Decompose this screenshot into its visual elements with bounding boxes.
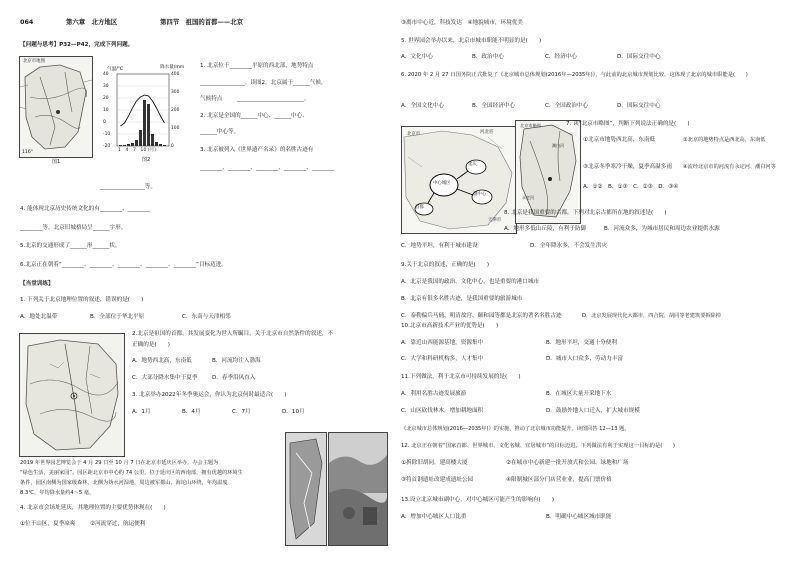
fig1-longitude-label: 116°	[22, 150, 34, 155]
r9-option-a: A．北京是我国的政治、文化中心，也是重要的港口城市	[401, 279, 540, 285]
r7-statement: ③北京冬季寒冷干燥，夏季高温多雨	[583, 164, 672, 170]
beijing-map-figure	[19, 56, 93, 158]
r9-option-b: B．北京有很多名胜古迹，是我国重要的旅游城市	[401, 296, 523, 302]
r8-option: A．地形多低山丘陵，有利于防御	[504, 226, 587, 232]
r8-question: 8. 北京是我国重要的古都，下列对北京古都所在地的叙述是( )	[504, 210, 667, 216]
page-number: 064	[20, 18, 34, 26]
mc2-option-d: D．春季沿风直入	[212, 375, 256, 381]
r5-option: B．政治中心	[472, 54, 504, 60]
news-line1: 2019 年世界园艺博览会于 4 月 29 日至 10 月 7 日在北京市延庆区举办。办会主题为	[20, 460, 219, 466]
r7-caption: 7. 读“北京市略图”，判断下列说法正确的是( )	[566, 121, 690, 127]
r12-option: ①拆除旧胡同，建高楼大厦	[401, 460, 468, 466]
beijing-sketch-map	[515, 120, 581, 224]
r12-question: 12. 北京正在朝着“国家首都、世界城市、文化名城、宜居城市”的目标迈进。下列做法有利于实现这一目标的是( )	[401, 443, 675, 449]
mc3-option: B．4月	[182, 409, 201, 415]
mc2-option-c: C．大部分降水集中于夏季	[132, 375, 198, 381]
mc1-question: 1. 下列关于北京地理位置的叙述，错误的是( )	[20, 297, 144, 303]
fig1-map-title: 北京市地图	[23, 59, 45, 64]
r10-option: C．大学和科研机构多，人才集中	[401, 356, 484, 362]
practice-heading: 【当堂训练】	[20, 281, 54, 287]
mc3-option: C．7月	[232, 409, 251, 415]
r11-option: D．鼓励外地人口迁入，扩大城市规模	[546, 408, 640, 414]
mc3-option: A．1月	[132, 409, 151, 415]
q3-line2: ________、________、________、________、________	[200, 165, 335, 171]
r12-option: ③将首钢遗址改建成遗址公园	[401, 477, 474, 483]
q1-line2: ________________。读图2，北京属于______气候，	[200, 80, 327, 86]
q1-line3: 气候特点	[200, 96, 223, 102]
fig2-temp-axis-label: 气温/℃	[107, 67, 123, 72]
q3-line3: ________________等。	[100, 184, 156, 190]
precip-tick: 100	[171, 126, 180, 131]
mc3-question: 3. 北京举办2022年冬季奥运会，你认为北京何时最适合( )	[132, 392, 287, 398]
r6-option: C．全国政治中心	[545, 103, 589, 109]
r13-option: B．明确中心城区城市职能	[546, 514, 612, 520]
r5-option: C．经济中心	[545, 54, 577, 60]
r10-option: B．地形平坦，交通十分便利	[546, 340, 617, 346]
r8-option: B．河流众多，为城市居民和周边农业提供水源	[604, 226, 720, 232]
precip-tick: 400	[171, 72, 180, 77]
r11-option: B．在城区大量开采地下水	[546, 391, 612, 397]
r7-options: A．①② B．①③ C．②③ D．③④	[583, 184, 679, 190]
r9-option-c: C．泰勒偏兵马俑、明清故宫、颐和园等都是北京的著名名胜古迹	[401, 313, 562, 319]
r10-question: 10.北京市高新技术产业的优势是( )	[401, 323, 499, 329]
r10-option: D．城市人口众多，劳动力丰富	[546, 356, 624, 362]
mc4-question: 4. 北京市会场址延庆，其地理位置的主要优势体现在( )	[20, 505, 166, 511]
diagram-label: 中心城区	[433, 181, 451, 186]
r11-option: A．利用名胜古迹发展旅游	[401, 391, 467, 397]
sketch-map-title: 北京市略图	[520, 123, 541, 128]
mc2-option-b: B．河流均注入渤海	[212, 358, 261, 364]
r9-question: 9.关于北京的叙述，正确的是( )	[401, 262, 490, 268]
r10-option: A．靠近山西能源基地，资源集中	[401, 340, 484, 346]
precip-tick: 300	[171, 90, 180, 95]
r11-option: C．山区砍伐林木，增加耕地面积	[401, 408, 484, 414]
temp-tick: 10	[103, 108, 109, 113]
question-heading: 【问题与思考】P32—P42，完成下列问题。	[20, 42, 134, 48]
r5-option: D．国际交往中心	[617, 54, 661, 60]
mc1-option: C．东南与天津相邻	[182, 314, 231, 320]
diagram-label: 河北省	[480, 130, 494, 135]
r6-option: D．国际交往中心	[617, 103, 661, 109]
r12-option: ②在城市中心新建一批开放式和公园、绿地和广场	[506, 460, 629, 466]
r13-question: 13.设立北京城市副中心，对中心城区可能产生的影响有( )	[401, 497, 555, 503]
section-title: 第四节 祖国的首都——北京	[160, 18, 244, 26]
temp-tick: 40	[103, 72, 109, 77]
r13-option: A．增加中心城区人口比重	[401, 514, 467, 520]
sketch-map-river: 潮白河	[552, 143, 564, 148]
q1-line1: 1. 北京位于________平原的西北部，地势特点	[200, 63, 314, 69]
q1-line4: ________________________。	[237, 96, 310, 102]
mc2-question-line2: 正确的是( )	[132, 342, 170, 348]
r5-question: 5. 世界园会举办以来，北京市城市职能不明显的是( )	[401, 38, 542, 44]
fig2-caption: 图2	[142, 157, 151, 163]
r7-statement: ①北京市地势西北高，东南低	[583, 137, 656, 143]
news-line4: 8.3℃，年均降水量约4～5 毫。	[20, 490, 95, 496]
temp-tick: 0	[103, 120, 106, 125]
mc1-option: B．全部位于华北平原	[90, 314, 145, 320]
expo-map-figure	[285, 432, 327, 546]
mc1-option: A．地处北温带	[20, 314, 58, 320]
temp-tick: 30	[103, 84, 109, 89]
r6-question: 6. 2020 年 2 月 27 日国务院正式批复了《北京城市总体规划(2016年—2035年)》，与此前的北京城市规划比较，这体现了北京的城市职能是( )	[401, 72, 748, 78]
r8-option: D．全年降水多，不会发生洪灾	[530, 243, 608, 249]
temp-tick: 20	[103, 96, 109, 101]
q3-line1: 3. 北京被列入《世界遗产名录》的名胜古迹有	[200, 147, 314, 153]
q2-line2: ______中心等。	[200, 129, 240, 135]
r8-option: C．地势平坦，有利于城市建设	[401, 243, 478, 249]
r9-option-d: D．北京发展现代化大都市，四合院、胡同等老建筑要拆除掉	[582, 313, 721, 319]
diagram-label: 延庆	[468, 162, 477, 167]
r7-statement: ②北京的地势特点是西北高，东南低	[683, 137, 766, 143]
diagram-label: 首都	[415, 205, 424, 210]
expo-photo	[328, 432, 388, 546]
q5: 5.北京的交通形成了______形______状。	[20, 243, 121, 249]
fig2-month-ticks: 1 4 7 10 (月)	[118, 148, 157, 153]
chapter-title: 第六章 北方地区	[66, 18, 118, 26]
news-line2: “绿色生活，美丽家园”。园区距北京市中心约 74 公里，位于延庆区的西南部，拥有优越的环境生	[20, 470, 243, 476]
temp-tick: -10	[103, 132, 111, 137]
r5-option: A．文化中心	[401, 54, 433, 60]
r12-option: ④限制城区部分门店营业业，提高门票价格	[506, 477, 612, 483]
mc2-question-line1: 2.北京是祖国的首都，其发展变化为世人所瞩目，关于北京市自然条件的叙述，不	[132, 331, 334, 337]
r-top-options: ③离市中心近，科技发达 ④地貌城市，环境优美	[401, 20, 523, 26]
north-china-map	[19, 333, 125, 457]
news-line3: 条件，园区南侧为国家级森林，北侧为妫水河湿地，周边被军都山、海坨山环绕，年均温度	[20, 480, 228, 486]
q6: 6.北京正在朝着“________、________、________、________、________”目标迈进。	[20, 262, 227, 268]
temp-tick: -20	[103, 144, 111, 149]
r7-statement: ④流经北京市的河流有永定河、潮白河等	[683, 164, 776, 170]
r11-question: 11.下列做法，利于北京市可持续发展的是( )	[401, 374, 521, 380]
diagram-label: 天津市	[488, 218, 502, 223]
mc3-option: D．10月	[282, 409, 305, 415]
q4-line2: ________等。北京旧城格局呈______字形。	[20, 225, 127, 231]
precip-tick: 0	[171, 144, 174, 149]
r6-option: B．全国经济中心	[472, 103, 515, 109]
r-intro: 《北京城市总体规划(2016—2035年)》的实施，推动了北京城市功能提升。读图回答 12—13 题。	[401, 426, 630, 432]
mc2-option-a: A．地势西北高，东南低	[132, 358, 192, 364]
diagram-label: 北京市	[407, 132, 421, 137]
mc4-option: ②河流穿过，航运便利	[90, 521, 146, 527]
mc4-option: ①位于山区，夏季凉爽	[20, 521, 76, 527]
r6-option: A．全国文化中心	[401, 103, 444, 109]
sketch-map-river: 永定河	[522, 195, 534, 200]
q2-line1: 2. 北京是全国的______中心、______中心、	[200, 113, 308, 119]
fig1-caption: 图1	[52, 159, 61, 165]
fig2-precip-axis-label: 降水量/mm	[160, 65, 185, 70]
diagram-label: 副中心	[473, 192, 487, 197]
q4-line1: 4. 能体现北京历史传统文化的有________、________	[20, 206, 151, 212]
precip-tick: 200	[171, 108, 180, 113]
